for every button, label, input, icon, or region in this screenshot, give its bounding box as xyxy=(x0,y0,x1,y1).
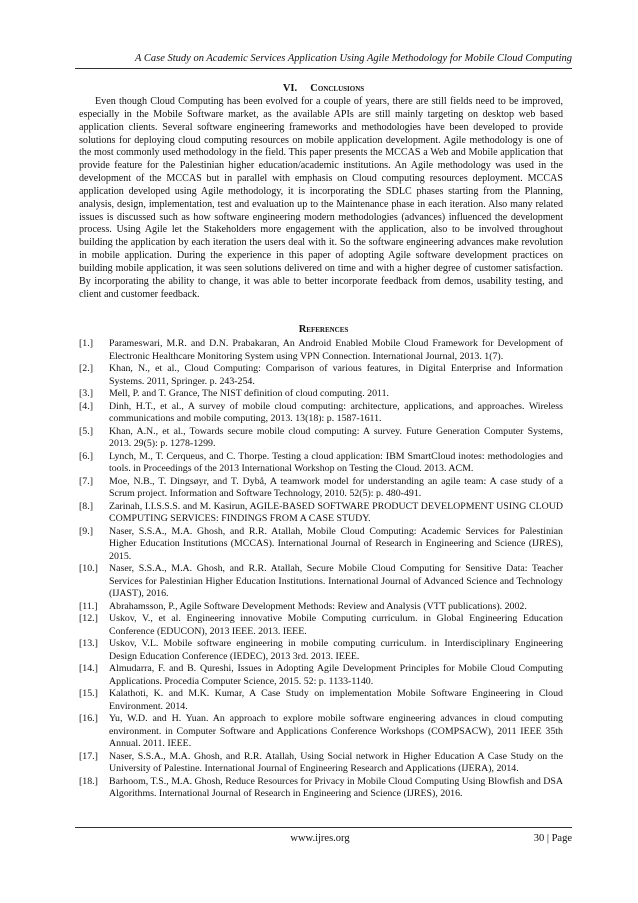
reference-text: Abrahamsson, P., Agile Software Development Methods: Review and Analysis (VTT publications). 2002. xyxy=(109,600,527,612)
reference-number: [17.] xyxy=(79,750,98,762)
reference-number: [13.] xyxy=(79,638,98,649)
reference-text: Naser, S.S.A., M.A. Ghosh, and R.R. Atallah, Mobile Cloud Computing: Academic Services for Palestinian Higher Education Institutions (MCCAS). International Journal of Research in Engineering and Science (IJRES), 2015. xyxy=(109,525,563,562)
running-header: A Case Study on Academic Services Application Using Agile Methodology for Mobile Cloud Computing xyxy=(135,53,572,64)
conclusions-heading xyxy=(75,82,572,95)
reference-item xyxy=(79,526,563,564)
reference-number: [14.] xyxy=(79,663,98,674)
reference-text: Lynch, M., T. Cerqueus, and C. Thorpe. Testing a cloud application: IBM SmartCloud inotes: methodologies and tools. in Proceedings of the 2013 International Workshop on Testing the Cloud. 2013. ACM. xyxy=(109,450,563,474)
reference-text: Uskov, V., et al. Engineering innovative Mobile Computing curriculum. in Global Engineering Education Conference (EDUCON), 2013 IEEE. 2013. IEEE. xyxy=(109,613,563,637)
references-heading: References xyxy=(298,324,349,335)
reference-text: Dinh, H.T., et al., A survey of mobile cloud computing: architecture, applications, and approaches. Wireless communications and mobile computing, 2013. 13(18): p. 1587-1611. xyxy=(109,400,563,424)
reference-item xyxy=(79,501,563,526)
reference-text: Kalathoti, K. and M.K. Kumar, A Case Study on implementation Mobile Software Engineering in Cloud Environment. 2014. xyxy=(109,688,563,712)
reference-item xyxy=(79,601,563,614)
reference-item xyxy=(79,776,563,801)
reference-text: Khan, A.N., et al., Towards secure mobile cloud computing: A survey. Future Generation Computer Systems, 2013. 29(5): p. 1278-1299. xyxy=(109,425,563,449)
reference-number: [9.] xyxy=(79,525,93,537)
reference-number: [16.] xyxy=(79,713,98,724)
reference-text: Almudarra, F. and B. Qureshi, Issues in Adopting Agile Development Principles for Mobile Cloud Computing Applications. Procedia Computer Science, 2015. 52: p. 1133-1140. xyxy=(109,663,563,687)
reference-item xyxy=(79,751,563,776)
reference-number: [4.] xyxy=(79,400,93,412)
reference-text: Mell, P. and T. Grance, The NIST definition of cloud computing. 2011. xyxy=(109,388,390,399)
reference-text: Khan, N., et al., Cloud Computing: Comparison of various features, in Digital Enterprise and Information Systems. 2011, Springer. p. 243-254. xyxy=(109,363,563,387)
reference-text: Zarinah, I.I.S.S.S. and M. Kasirun, AGILE-BASED SOFTWARE PRODUCT DEVELOPMENT USING CLOUD COMPUTING SERVICES: FINDINGS FROM A CASE STUDY. xyxy=(109,500,563,524)
footer-url: www.ijres.org xyxy=(290,833,350,844)
reference-number: [5.] xyxy=(79,425,93,437)
reference-number: [7.] xyxy=(79,475,93,487)
section-title: Conclusions xyxy=(310,83,365,94)
reference-item xyxy=(79,663,563,688)
reference-number: [8.] xyxy=(79,500,93,512)
reference-text: Moe, N.B., T. Dingsøyr, and T. Dybå, A teamwork model for understanding an agile team: A case study of a Scrum project. Information and Software Technology, 2010. 52(5): p. 480-491. xyxy=(109,475,563,499)
footer-rule xyxy=(75,827,572,828)
reference-item xyxy=(79,363,563,388)
reference-item xyxy=(79,426,563,451)
reference-item xyxy=(79,451,563,476)
reference-item xyxy=(79,338,563,363)
reference-number: [12.] xyxy=(79,613,98,624)
reference-text: Naser, S.S.A., M.A. Ghosh, and R.R. Atallah, Secure Mobile Cloud Computing for Sensitive Data: Teacher Services for Palestinian Higher Education Institutions. International Journal of Advanced Science and Technology (IJAST), 2016. xyxy=(109,563,563,599)
header-rule xyxy=(75,68,572,69)
reference-number: [2.] xyxy=(79,363,93,374)
reference-item xyxy=(79,638,563,663)
reference-item xyxy=(79,476,563,501)
reference-item xyxy=(79,713,563,751)
reference-item xyxy=(79,401,563,426)
section-number: VI. xyxy=(282,83,298,94)
reference-text: Barhoom, T.S., M.A. Ghosh, Reduce Resources for Privacy in Mobile Cloud Computing Using Blowfish and DSA Algorithms. International Journal of Research in Engineering and Science (IJRES), 2016. xyxy=(109,775,563,799)
reference-text: Uskov, V.L. Mobile software engineering in mobile computing curriculum. in Interdisciplinary Engineering Design Education Conference (IEDEC), 2013 3rd. 2013. IEEE. xyxy=(109,638,563,662)
reference-number: [15.] xyxy=(79,688,98,699)
reference-text: Yu, W.D. and H. Yuan. An approach to explore mobile software engineering advances in cloud computing environment. in Computer Software and Applications Conference Workshops (COMPSACW), 2011 IEEE 35th Annual. 2011. IEEE. xyxy=(109,713,563,749)
reference-number: [18.] xyxy=(79,775,98,787)
reference-text: Parameswari, M.R. and D.N. Prabakaran, An Android Enabled Mobile Cloud Framework for Development of Electronic Healthcare Monitoring System using VPN Connection. International Journal, 2013. 1(7). xyxy=(109,338,563,362)
reference-number: [6.] xyxy=(79,450,93,462)
reference-item xyxy=(79,388,563,401)
reference-text: Naser, S.S.A., M.A. Ghosh, and R.R. Atallah, Using Social network in Higher Education A Case Study on the University of Palestine. International Journal of Engineering Research and Applications (IJERA), 2014. xyxy=(109,750,563,774)
reference-list xyxy=(79,338,563,801)
reference-item xyxy=(79,563,563,601)
reference-item xyxy=(79,613,563,638)
page-number: 30 | Page xyxy=(533,833,572,844)
conclusions-paragraph: Even though Cloud Computing has been evolved for a couple of years, there are still fields need to be improved, especially in the Mobile Software market, as the available APIs are still mainly targeting on desktop web based application clients. Several software engineering frameworks and methodologies have been developed to provide solutions for deploying cloud computing resources on mobile application development. Agile methodology is one of the most commonly used methodology in the field. This paper presents the MCCAS a Web and Mobile application that provide feature for the Palestinian higher education/academic institutions. An Agile methodology was used in the development of the MCCAS but in parallel with emphasis on Cloud computing resources deployment. MCCAS application developed using Agile methodology, it is incorporating the SDLC phases starting from the Planning, analysis, design, implementation, test and evaluation up to the Maintenance phase in each iteration. Also many related issues is discussed such as how software engineering modern methodologies (advances) influenced the development process. Using Agile let the Stakeholders more engagement with the application, also to be involved throughout building the application by each iteration the users deal with it. So the software engineering advances make revolution in mobile application. During the experience in this paper of adopting Agile software development practices on building mobile application, it was seen solutions delivered on time and with a higher degree of customer satisfaction. By incorporating the ability to change, it was able to better incorporate feedback from demos, usability testing, and client and customer feedback. xyxy=(79,96,563,300)
reference-item xyxy=(79,688,563,713)
reference-number: [11.] xyxy=(79,600,98,612)
reference-number: [3.] xyxy=(79,388,93,399)
reference-number: [10.] xyxy=(79,563,98,574)
reference-number: [1.] xyxy=(79,338,93,349)
